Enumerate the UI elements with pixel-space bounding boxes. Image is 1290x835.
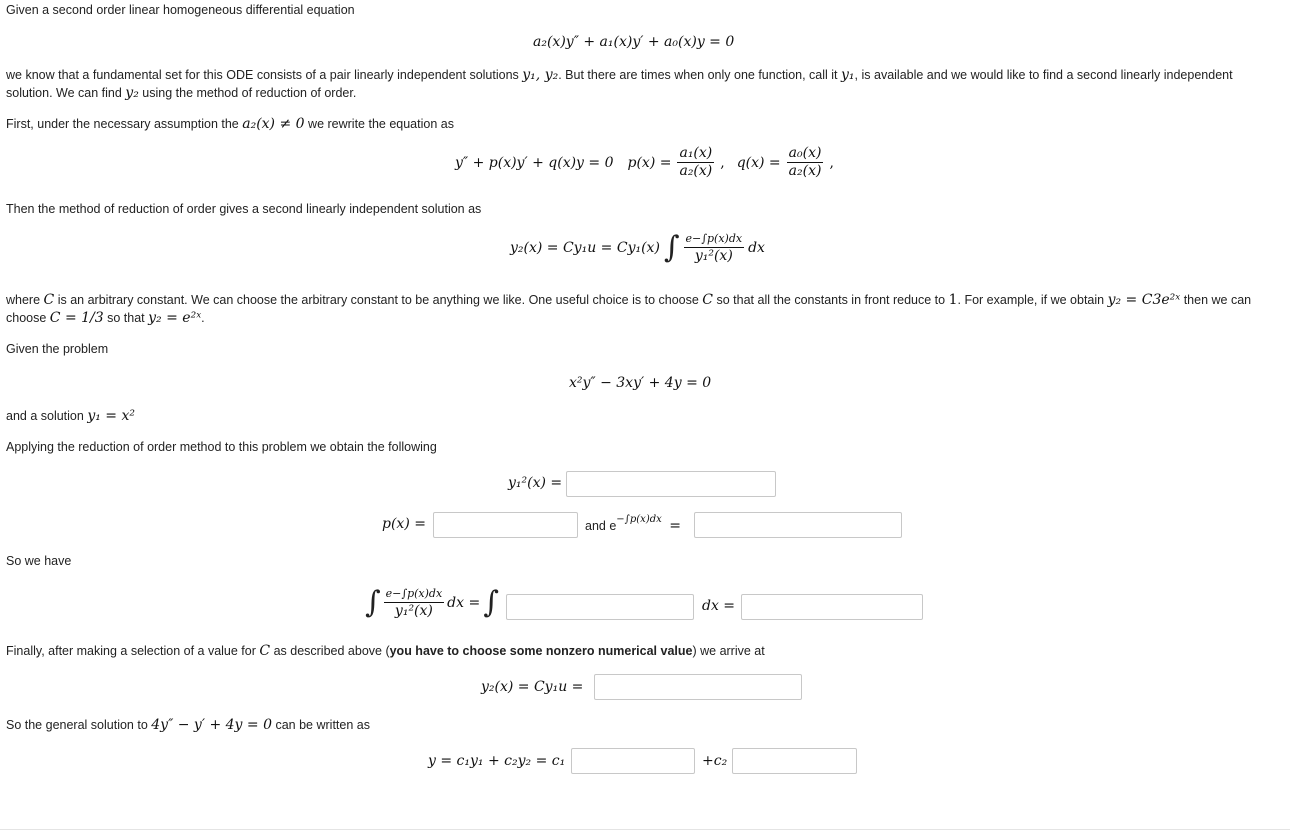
integrand-input[interactable] [506,594,694,620]
where-paragraph: where C is an arbitrary constant. We can choose the arbitrary constant to be anything we like. One useful choice is to choose C so that all the constants in front reduce to 1. For example, if we obtain y₂ = C3e²ˣ then we can choose C = 1/3 so that y₂ = e²ˣ. [6,292,1252,326]
integrand-fraction: $\frac{e-\int p(x)dx}{\text{y₁²(x)}}$ [385,587,443,619]
general-solution-text: So the general solution to 4y″ − y′ + 4y = 0 can be written as [6,717,370,733]
integral-sign: ∫ [663,229,680,265]
y2-label: y₂(x) = Cy₁u = [481,679,584,695]
integral-sign-2: ∫ [483,584,499,620]
p-label: p(x) = [382,516,426,532]
given-problem-text: Given the problem [6,342,109,356]
so-we-have-text: So we have [6,554,72,568]
integral-result-input[interactable] [741,594,923,620]
finally-text: Finally, after making a selection of a value for C as described above (you have to choose some nonzero numerical value) we arrive at [6,643,765,659]
standard-form-equation: y″ + p(x)y′ + q(x)y = 0 p(x) = $\frac{\text{a₁(x)}}{\text{a₂(x)}}$ , q(x) = $\frac{\text{a₀(x)}}{\text{a₂(x)}}$ , [455,145,834,179]
y2-input[interactable] [594,674,802,700]
reduction-fraction: $\frac{e-\int p(x)dx}{\text{y₁²(x)}}$ [685,232,743,264]
intro-text: Given a second order linear homogeneous differential equation [6,3,355,17]
solution-text: and a solution y₁ = x² [6,408,135,424]
integral-sign: ∫ [365,584,381,620]
general-solution-lhs: y = c₁y₁ + c₂y₂ = c₁ [428,753,566,769]
p-input[interactable] [433,512,578,538]
q-fraction: $\frac{\text{a₀(x)}}{\text{a₂(x)}}$ [788,145,822,179]
y1-squared-input[interactable] [566,471,776,497]
p-fraction: $\frac{\text{a₁(x)}}{\text{a₂(x)}}$ [679,145,713,179]
c2-coefficient-input[interactable] [732,748,857,774]
c1-coefficient-input[interactable] [571,748,695,774]
y1-squared-label: y₁²(x) = [508,475,563,491]
and-e-label: and $e^{-\int p(x)dx}$ = [585,514,681,535]
problem-equation: x²y″ − 3xy′ + 4y = 0 [569,375,712,391]
intro-paragraph: we know that a fundamental set for this ODE consists of a pair linearly independent solutions y₁, y₂. But there are times when only one function, call it y₁, is available and we would like to find a second linearly independent solution. We can find y₂ using the method of reduction of order. [6,67,1233,101]
integral-row: ∫ $\frac{e-\int p(x)dx}{\text{y₁²(x)}}$ dx = ∫ [365,584,499,620]
plus-c2-label: +c₂ [702,753,728,769]
general-ode-equation: a₂(x)y″ + a₁(x)y′ + a₀(x)y = 0 [533,34,735,50]
dx-equals-label: dx = [702,598,736,614]
applying-text: Applying the reduction of order method to this problem we obtain the following [6,440,437,454]
exp-integral-input[interactable] [694,512,902,538]
bottom-divider [0,829,1290,830]
then-text: Then the method of reduction of order gives a second linearly independent solution as [6,202,482,216]
reduction-formula: y₂(x) = Cy₁u = Cy₁(x) ∫ $\frac{e-\int p(x)dx}{\text{y₁²(x)}}$ dx [510,229,765,265]
first-assumption-text: First, under the necessary assumption the a₂(x) ≠ 0 we rewrite the equation as [6,116,454,132]
